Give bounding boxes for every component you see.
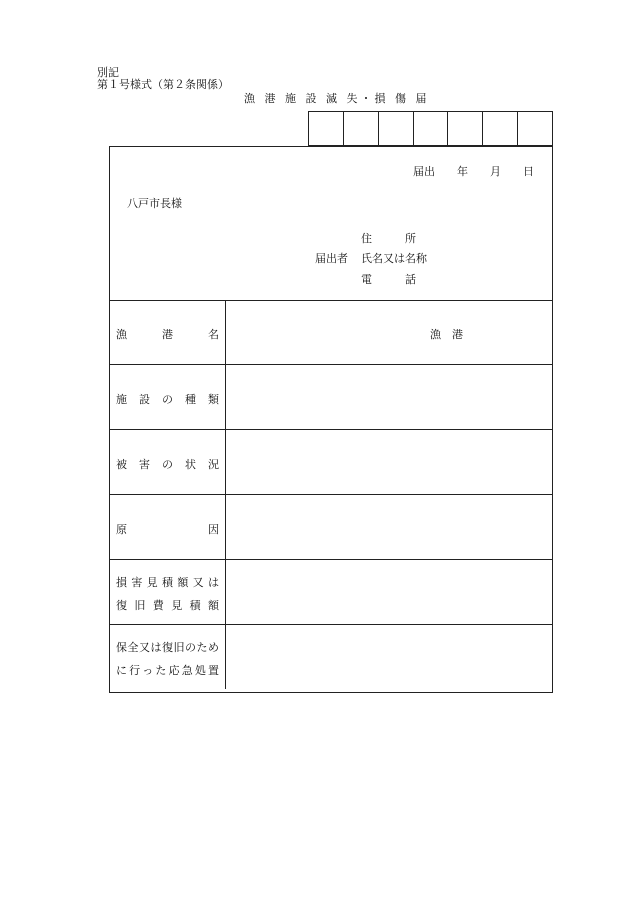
phone-field-label: 電 話 bbox=[361, 273, 416, 286]
submission-date[interactable]: 届出 年 月 日 bbox=[413, 165, 534, 178]
damage-status-input[interactable] bbox=[226, 430, 552, 494]
fishing-port-input[interactable] bbox=[226, 300, 552, 364]
page-title: 漁 港 施 設 滅 失・損 傷 届 bbox=[244, 92, 430, 105]
form-number: 第１号様式（第２条関係） bbox=[97, 78, 229, 91]
number-box[interactable] bbox=[378, 112, 413, 145]
addressee: 八戸市長様 bbox=[127, 197, 182, 210]
cost-estimate-input[interactable] bbox=[226, 560, 552, 624]
row-damage-status bbox=[110, 430, 552, 495]
row-label: 漁港名 bbox=[116, 328, 219, 341]
row-label: 施設の種類 bbox=[116, 393, 219, 406]
row-cost-estimate bbox=[110, 560, 552, 625]
number-box[interactable] bbox=[413, 112, 448, 145]
form-rows bbox=[110, 300, 552, 689]
header-note: 別記 bbox=[97, 66, 119, 79]
emergency-measures-input[interactable] bbox=[226, 625, 552, 689]
cause-input[interactable] bbox=[226, 495, 552, 559]
row-label-line2: に行った応急処置 bbox=[116, 664, 219, 677]
row-label-cell bbox=[110, 365, 226, 429]
name-field-label: 氏名又は名称 bbox=[361, 252, 427, 265]
row-label-cell bbox=[110, 430, 226, 494]
row-label-cell bbox=[110, 560, 226, 624]
number-box[interactable] bbox=[482, 112, 517, 145]
row-fishing-port bbox=[110, 300, 552, 365]
row-cause bbox=[110, 495, 552, 560]
address-field-label: 住 所 bbox=[361, 232, 416, 245]
damage-report-form bbox=[109, 146, 553, 693]
fishing-port-suffix: 漁 港 bbox=[430, 328, 463, 341]
row-label-line1: 保全又は復旧のため bbox=[116, 641, 219, 654]
row-label-cell bbox=[110, 625, 226, 689]
number-box[interactable] bbox=[447, 112, 482, 145]
row-label-cell bbox=[110, 300, 226, 364]
form-header-block bbox=[110, 147, 552, 301]
number-box[interactable] bbox=[309, 112, 343, 145]
row-label: 原因 bbox=[116, 523, 219, 536]
row-label-line1: 損害見積額又は bbox=[116, 576, 219, 589]
row-emergency-measures bbox=[110, 625, 552, 689]
number-box[interactable] bbox=[517, 112, 552, 145]
applicant-label: 届出者 bbox=[315, 252, 348, 265]
row-facility-type bbox=[110, 365, 552, 430]
row-label-line2: 復旧費見積額 bbox=[116, 599, 219, 612]
number-box[interactable] bbox=[343, 112, 378, 145]
row-label: 被害の状況 bbox=[116, 458, 219, 471]
number-box-strip bbox=[308, 111, 553, 146]
facility-type-input[interactable] bbox=[226, 365, 552, 429]
row-label-cell bbox=[110, 495, 226, 559]
